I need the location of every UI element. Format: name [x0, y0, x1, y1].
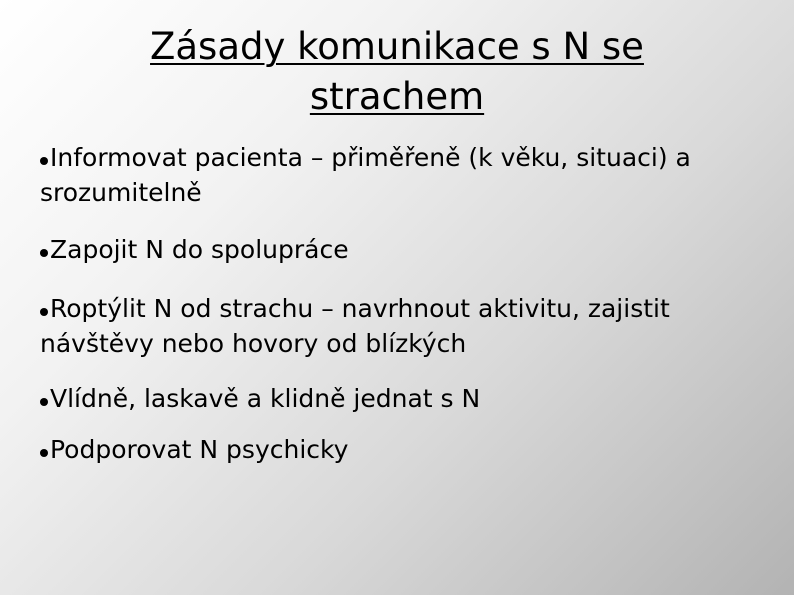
bullet-dot-icon [40, 449, 48, 457]
bullet-item [40, 432, 760, 467]
bullet-text: Zapojit N do spolupráce [50, 235, 349, 264]
bullet-dot-icon [40, 398, 48, 406]
bullet-item [40, 232, 760, 267]
bullet-text: Informovat pacienta – přiměřeně (k věku, situaci) a srozumitelně [40, 143, 691, 207]
bullet-item [40, 381, 760, 416]
bullet-list [40, 140, 760, 489]
slide-title: Zásady komunikace s N se strachem [150, 25, 644, 118]
bullet-dot-icon [40, 249, 48, 257]
bullet-item [40, 140, 760, 210]
bullet-dot-icon [40, 157, 48, 165]
bullet-item [40, 291, 760, 361]
bullet-text: Roptýlit N od strachu – navrhnout aktivitu, zajistit návštěvy nebo hovory od blízkých [40, 294, 670, 358]
bullet-text: Podporovat N psychicky [50, 435, 349, 464]
bullet-dot-icon [40, 308, 48, 316]
bullet-text: Vlídně, laskavě a klidně jednat s N [50, 384, 481, 413]
